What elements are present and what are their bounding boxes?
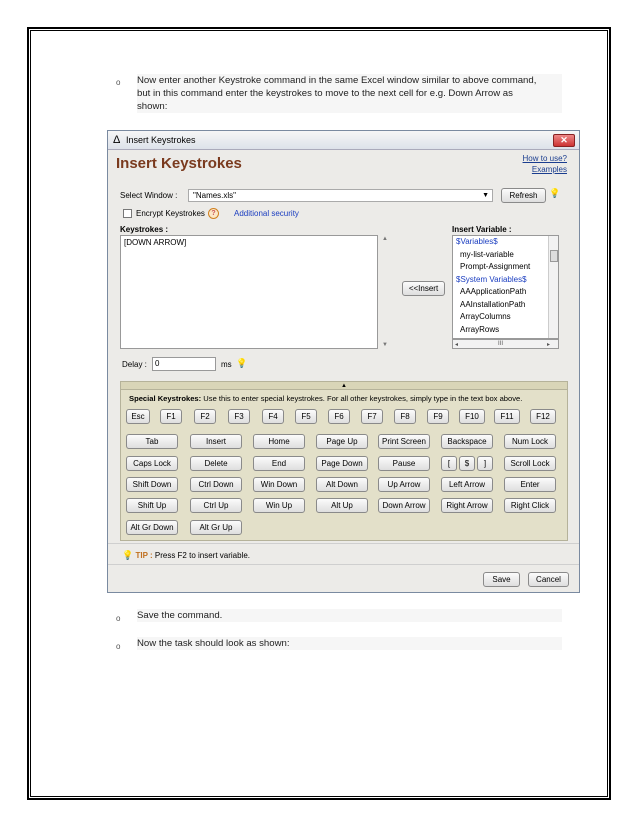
select-window-label: Select Window : [120,191,178,200]
key-button[interactable]: F4 [262,409,284,424]
instruction-paragraph-2 [137,609,562,622]
variable-list-item[interactable]: ArrayRows [460,324,500,334]
bullet-marker: o [116,642,121,651]
scroll-up-icon: ▲ [382,236,388,242]
paragraph-line: Now the task should look as shown: [137,638,290,649]
collapse-up-icon: ▲ [341,383,347,389]
lightbulb-icon: 💡 [549,188,561,198]
refresh-button[interactable]: Refresh [501,188,546,203]
help-links [523,153,567,175]
key-button[interactable]: F6 [328,409,350,424]
key-button[interactable]: Num Lock [504,434,556,449]
variable-list-item[interactable]: $Variables$ [456,237,498,246]
variable-list-scrollbar[interactable] [548,236,558,338]
key-button[interactable]: F12 [530,409,556,424]
variable-list-hscrollbar[interactable] [452,339,559,349]
scroll-down-icon: ▼ [382,342,388,348]
key-button[interactable]: Ctrl Up [190,498,242,513]
key-button[interactable]: Page Down [316,456,368,471]
select-window-dropdown[interactable] [188,189,493,202]
key-button[interactable]: Pause [378,456,430,471]
key-button[interactable]: Scroll Lock [504,456,556,471]
key-button[interactable]: Print Screen [378,434,430,449]
key-button[interactable]: F1 [160,409,182,424]
tip-label: TIP : [135,551,153,560]
keystrokes-scrollbar[interactable] [381,235,391,349]
key-button[interactable]: Page Up [316,434,368,449]
key-button[interactable]: Right Click [504,498,556,513]
cancel-button[interactable]: Cancel [528,572,569,587]
key-button[interactable]: $ [459,456,475,471]
key-button[interactable]: Up Arrow [378,477,430,492]
delay-input[interactable]: 0 [152,357,216,371]
variable-list[interactable] [452,235,559,339]
key-button[interactable]: Win Down [253,477,305,492]
bullet-marker: o [116,614,121,623]
close-button[interactable]: ✕ [553,134,575,147]
key-button[interactable]: Home [253,434,305,449]
key-button[interactable]: Delete [190,456,242,471]
additional-security-link[interactable]: Additional security [234,209,299,218]
bullet-marker: o [116,78,121,87]
key-button[interactable]: F3 [228,409,250,424]
key-button[interactable]: F8 [394,409,416,424]
select-window-value: "Names.xls" [193,191,237,200]
paragraph-line: shown: [137,101,168,112]
key-button[interactable]: Alt Gr Down [126,520,178,535]
tip-message: Press F2 to insert variable. [152,551,251,560]
key-button[interactable]: Right Arrow [441,498,493,513]
key-button[interactable]: Esc [126,409,150,424]
instruction-paragraph-1 [137,74,562,113]
divider [108,564,579,565]
key-button[interactable]: F2 [194,409,216,424]
key-button[interactable]: Alt Down [316,477,368,492]
paragraph-line: Save the command. [137,610,223,621]
key-button[interactable]: Insert [190,434,242,449]
key-button[interactable]: Shift Down [126,477,178,492]
hscroll-thumb[interactable]: III [498,341,504,347]
help-question-icon[interactable]: ? [208,208,219,219]
how-to-use-link[interactable]: How to use? [522,154,567,163]
chevron-down-icon: ▼ [482,192,489,199]
scroll-left-icon: ◂ [455,342,459,348]
special-keystrokes-description [129,394,522,403]
scrollbar-thumb[interactable] [550,250,558,262]
key-button[interactable]: Win Up [253,498,305,513]
key-button[interactable]: F9 [427,409,449,424]
lightbulb-icon: 💡 [236,358,248,368]
variable-list-item[interactable]: AAInstallationPath [460,299,526,309]
key-button[interactable]: Left Arrow [441,477,493,492]
key-button[interactable]: Alt Up [316,498,368,513]
save-button[interactable]: Save [483,572,520,587]
dialog-heading: Insert Keystrokes [116,155,242,172]
keystrokes-value: [DOWN ARROW] [124,238,187,247]
app-logo-icon: Δ [113,134,121,146]
key-button[interactable]: Down Arrow [378,498,430,513]
variable-list-item[interactable]: my-list-variable [460,249,514,259]
key-button[interactable]: ] [477,456,493,471]
paragraph-line: but in this command enter the keystrokes to move to the next cell for e.g. Down Arrow as [137,88,513,99]
encrypt-keystrokes-checkbox[interactable] [123,209,132,218]
collapse-toggle[interactable] [121,382,567,390]
instruction-paragraph-3 [137,637,562,650]
paragraph-line: Now enter another Keystroke command in the same Excel window similar to above command, [137,75,537,86]
lightbulb-icon: 💡 [122,550,134,560]
window-title: Insert Keystrokes [126,135,196,145]
delay-unit: ms [221,360,232,369]
keystrokes-textarea[interactable] [120,235,378,349]
key-button[interactable]: Enter [504,477,556,492]
insert-variable-label: Insert Variable : [452,225,512,234]
key-button[interactable]: Ctrl Down [190,477,242,492]
key-button[interactable]: F5 [295,409,317,424]
key-button[interactable]: F11 [494,409,520,424]
key-button[interactable]: F10 [459,409,485,424]
keystrokes-label: Keystrokes : [120,225,169,234]
examples-link[interactable]: Examples [531,165,567,174]
key-button[interactable]: End [253,456,305,471]
key-button[interactable]: F7 [361,409,383,424]
insert-variable-button[interactable]: <<Insert [402,281,445,296]
divider [108,543,579,544]
key-button[interactable]: Caps Lock [126,456,178,471]
tip-text [122,550,250,561]
key-button[interactable]: Shift Up [126,498,178,513]
special-keystrokes-heading: Special Keystrokes: [129,394,202,403]
key-button[interactable]: Backspace [441,434,493,449]
variable-list-item[interactable]: AAApplicationPath [460,287,527,296]
key-button[interactable]: Tab [126,434,178,449]
key-button[interactable]: Alt Gr Up [190,520,242,535]
scroll-right-icon: ▸ [546,342,550,348]
variable-list-item[interactable]: Prompt-Assignment [460,262,531,271]
variable-list-item[interactable]: ArrayColumns [460,312,511,321]
special-keystrokes-panel [120,381,568,541]
encrypt-keystrokes-label: Encrypt Keystrokes [136,209,205,218]
variable-list-item[interactable]: $System Variables$ [456,274,527,284]
key-button[interactable]: [ [441,456,457,471]
delay-label: Delay : [122,360,147,369]
insert-keystrokes-dialog [107,130,580,593]
title-bar [108,131,579,150]
special-keystrokes-hint: Use this to enter special keystrokes. For all other keystrokes, simply type in the text box above. [201,394,523,403]
